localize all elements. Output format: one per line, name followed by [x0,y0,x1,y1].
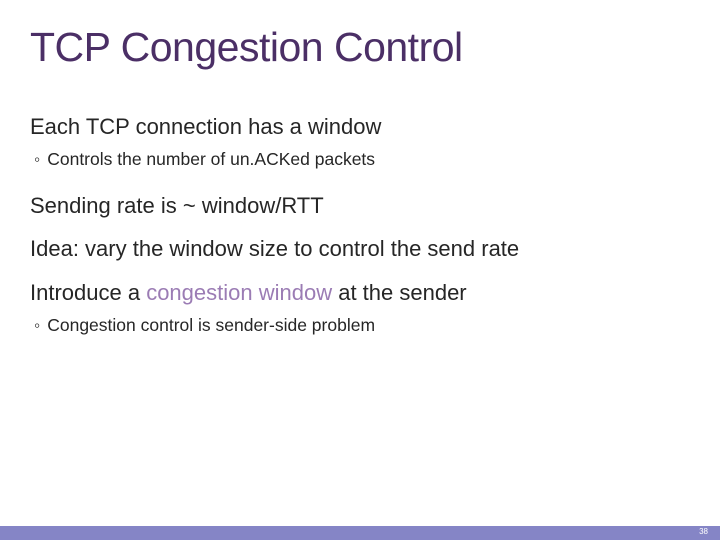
page-number: 38 [699,527,708,536]
sub-bullet-unacked [34,149,375,170]
congestion-window-highlight: congestion window [146,280,333,305]
sub-bullet-sender-side-text: Congestion control is sender-side problem [47,315,376,335]
sub-bullet-unacked-text: Controls the number of un.ACKed packets [47,149,376,169]
footer-bar [0,526,720,540]
slide-title: TCP Congestion Control [30,24,463,70]
bullet-window: Each TCP connection has a window [30,114,382,139]
bullet-marker-icon: ◦ [34,149,41,169]
bullet-congestion-window-prefix: Introduce a [30,280,147,305]
bullet-idea: Idea: vary the window size to control the send rate [30,236,520,261]
sub-bullet-sender-side [34,315,375,336]
bullet-sending-rate: Sending rate is ~ window/RTT [30,193,324,218]
bullet-congestion-window [30,280,467,306]
bullet-marker-icon: ◦ [34,315,41,335]
bullet-congestion-window-suffix: at the sender [332,280,467,305]
